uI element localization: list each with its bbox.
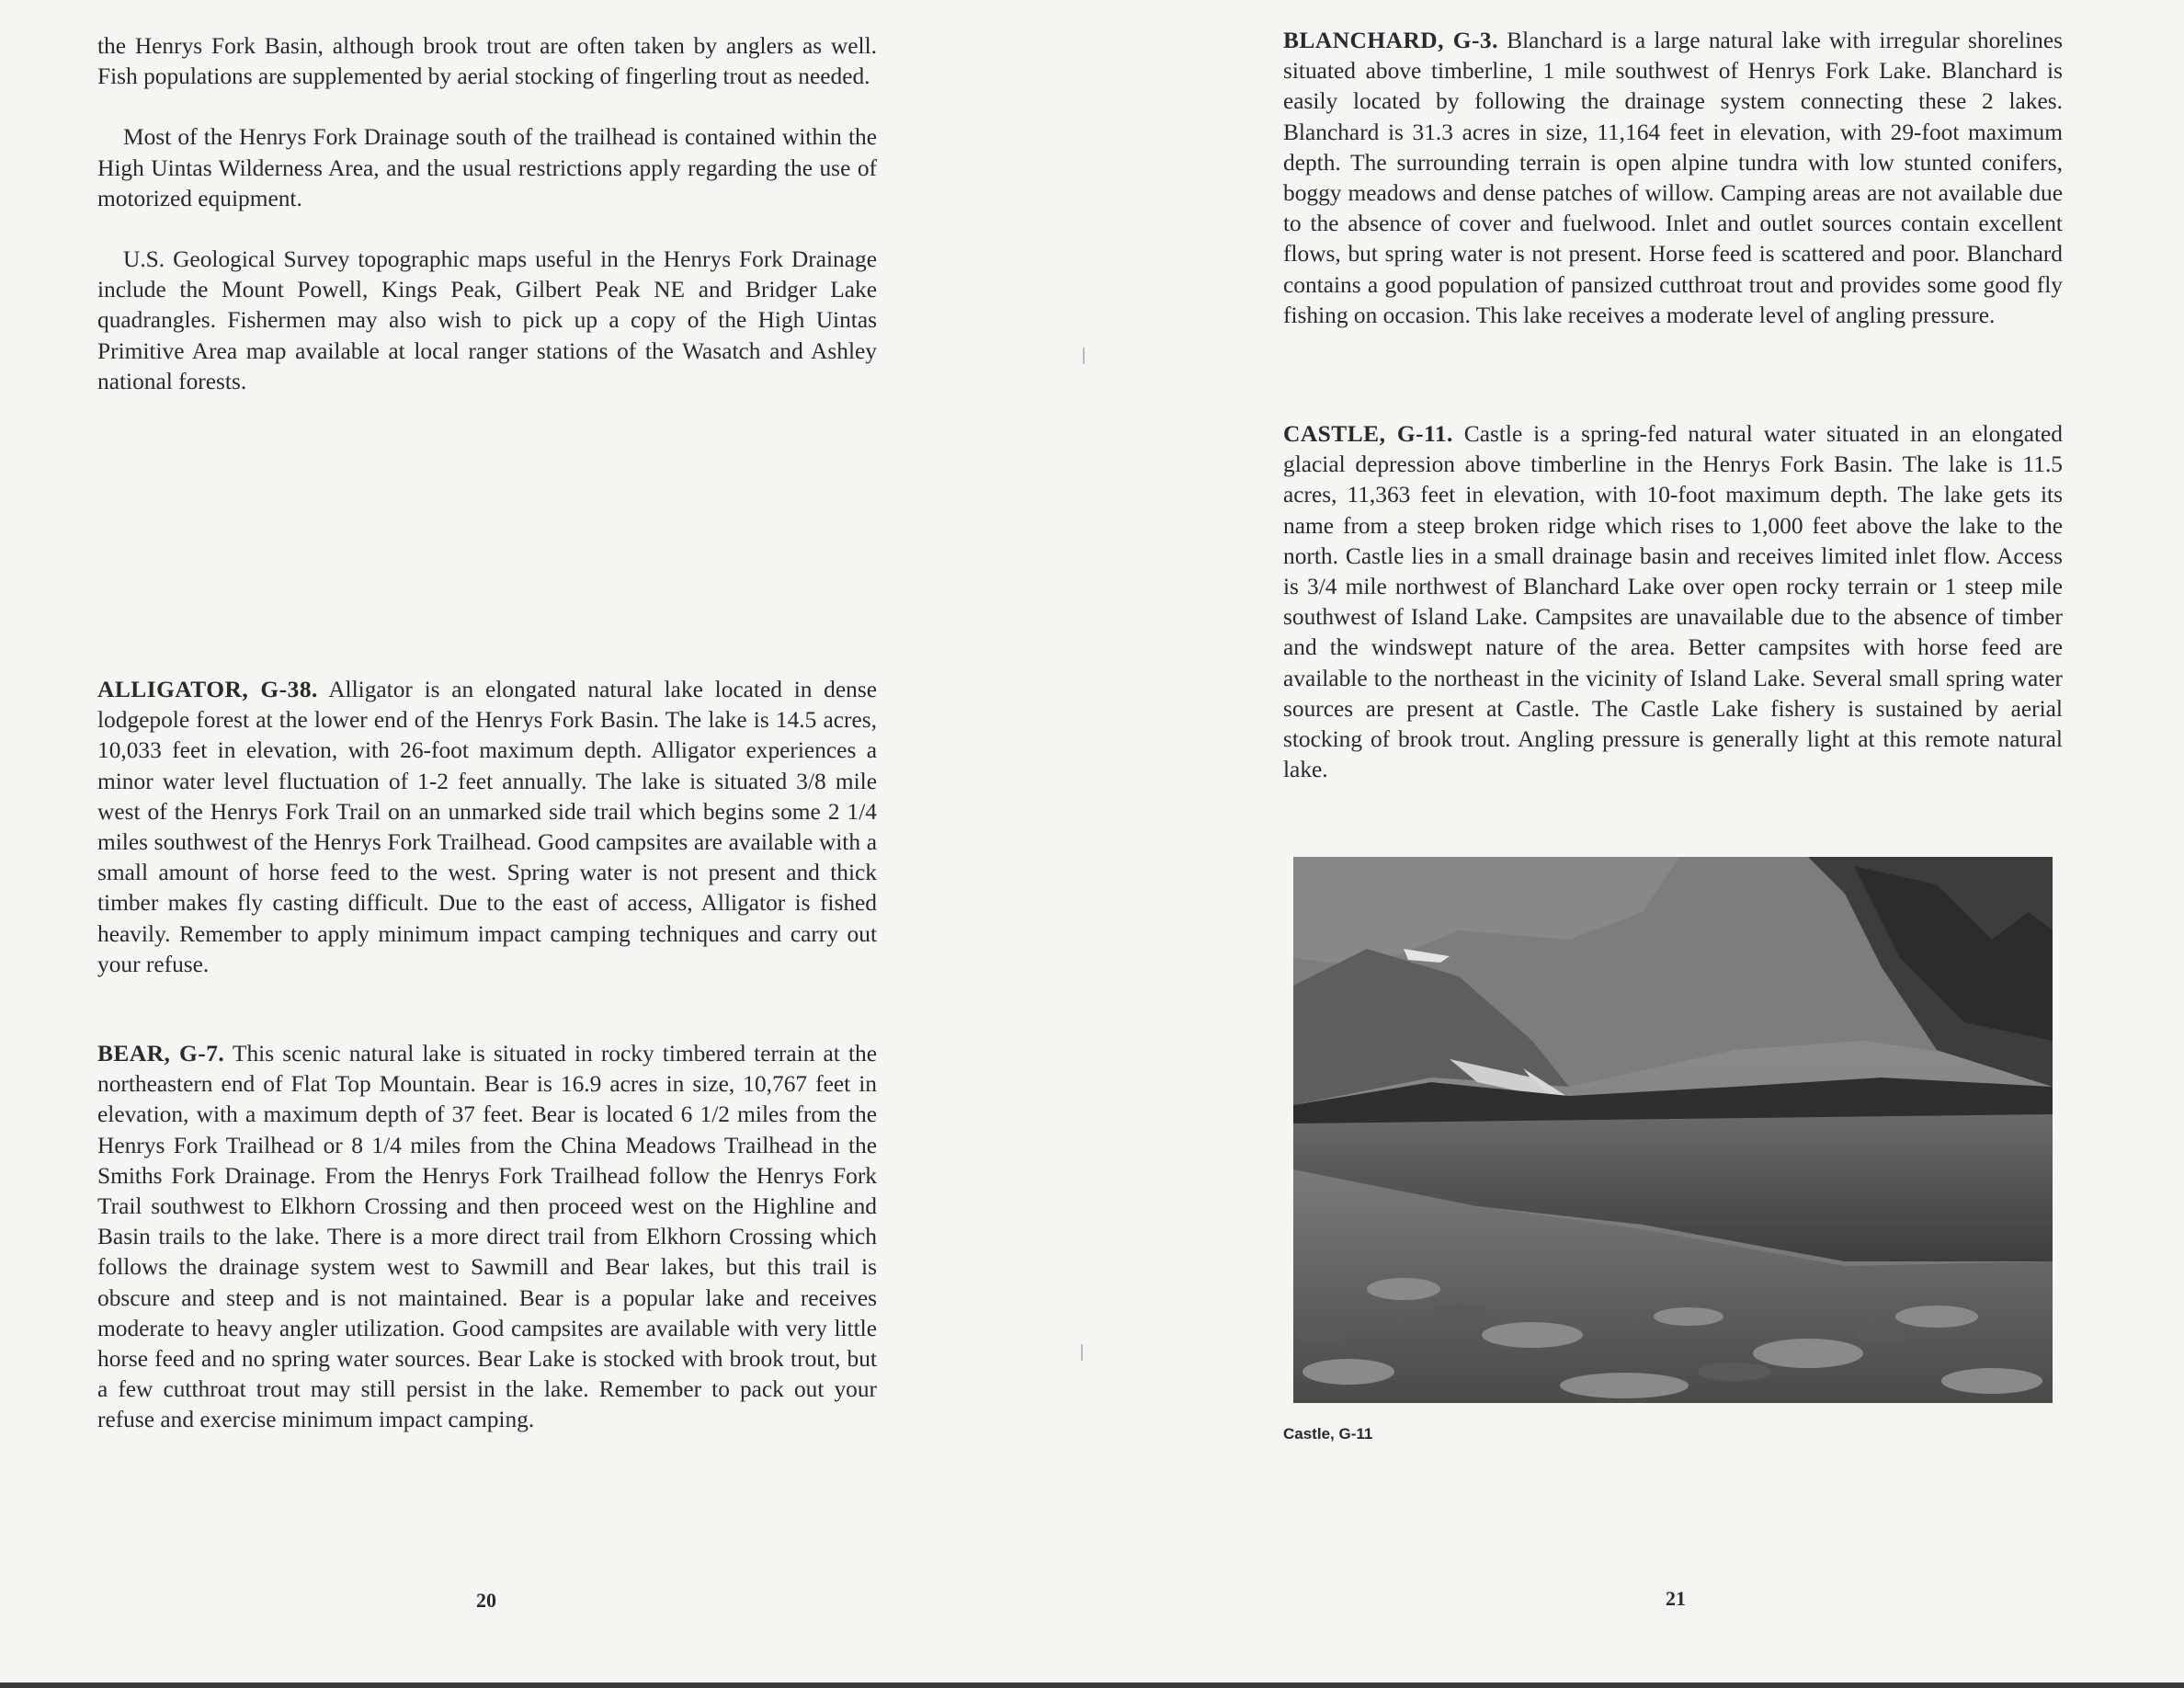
gutter-mark <box>1081 1344 1083 1361</box>
castle-heading: CASTLE, G-11. <box>1283 421 1453 447</box>
bear-text: This scenic natural lake is situated in rocky timbered terrain at the northeastern end of Flat Top Mountain. Bear is 16.9 acres in size, 10,767 feet in elevation, with a maximum depth of 37 feet. Bear is located 6 1/2 miles from the Henrys Fork Trailhead or 8 1/4 miles from the China Meadows Trailhead in the Smiths Fork Drainage. From the Henrys Fork Trailhead follow the Henrys Fork Trail southwest to Elkhorn Crossing and then proceed west on the Highline and Basin trails to the lake. There is a more direct trail from Elkhorn Crossing which follows the drainage system west to Sawmill and Bear lakes, but this trail is obscure and steep and is not maintained. Bear is a popular lake and receives moderate to heavy angler utilization. Good campsites are available with very little horse feed and no spring water sources. Bear Lake is stocked with brook trout, but a few cutthroat trout may still persist in the lake. Remember to pack out your refuse and exercise minimum impact camping. <box>97 1041 877 1433</box>
castle-lake-photo <box>1293 857 2053 1403</box>
gutter-mark <box>1083 348 1085 364</box>
bear-entry <box>97 1039 877 1436</box>
intro-paragraph-3: U.S. Geological Survey topographic maps useful in the Henrys Fork Drainage include the Mount Powell, Kings Peak, Gilbert Peak NE and Bridger Lake quadrangles. Fishermen may also wish to pick up a copy of the High Uintas Primitive Area map available at local ranger stations of the Wasatch and Ashley national forests. <box>97 246 877 394</box>
photo-caption: Castle, G-11 <box>1283 1425 1373 1443</box>
page-number-left: 20 <box>476 1589 496 1612</box>
blanchard-text: Blanchard is a large natural lake with irregular shorelines situated above timberline, 1 mile southwest of Henrys Fork Lake. Blanchard is easily located by following the drainage system connecting these 2 lakes. Blanchard is 31.3 acres in size, 11,164 feet in elevation, with 29-foot maximum depth. The surrounding terrain is open alpine tundra with low stunted conifers, boggy meadows and dense patches of willow. Camping areas are not available due to the absence of cover and fuelwood. Inlet and outlet sources contain excellent flows, but spring water is not present. Horse feed is scattered and poor. Blanchard contains a good population of pansized cutthroat trout and provides some good fly fishing on occasion. This lake receives a moderate level of angling pressure. <box>1283 28 2063 328</box>
blanchard-entry <box>1283 26 2063 331</box>
right-page <box>1092 0 2184 1688</box>
page-bottom-edge <box>0 1682 2184 1688</box>
bear-heading: BEAR, G-7. <box>97 1041 225 1066</box>
page-number-right: 21 <box>1666 1587 1686 1610</box>
castle-text: Castle is a spring-fed natural water situated in an elongated glacial depression above timberline in the Henrys Fork Basin. The lake is 11.5 acres, 11,363 feet in elevation, with 10-foot maximum depth. The lake gets its name from a steep broken ridge which rises to 1,000 feet above the lake to the north. Castle lies in a small drainage basin and receives limited inlet flow. Access is 3/4 mile northwest of Blanchard Lake over open rocky terrain or 1 steep mile southwest of Island Lake. Campsites are unavailable due to the absence of timber and the windswept nature of the area. Better campsites with horse feed are available to the northeast in the vicinity of Island Lake. Several small spring water sources are present at Castle. The Castle Lake fishery is sustained by aerial stocking of brook trout. Angling pressure is generally light at this remote natural lake. <box>1283 421 2063 783</box>
blanchard-heading: BLANCHARD, G-3. <box>1283 28 1498 53</box>
intro-paragraph-2: Most of the Henrys Fork Drainage south of the trailhead is contained within the High Uintas Wilderness Area, and the usual restrictions apply regarding the use of motorized equipment. <box>97 124 877 211</box>
intro-paragraph-1: the Henrys Fork Basin, although brook trout are often taken by anglers as well. Fish populations are supplemented by aerial stocking of fingerling trout as needed. <box>97 33 877 90</box>
alligator-entry <box>97 675 877 980</box>
alligator-heading: ALLIGATOR, G-38. <box>97 677 318 702</box>
intro-section <box>97 31 877 397</box>
alligator-text: Alligator is an elongated natural lake located in dense lodgepole forest at the lower end of the Henrys Fork Basin. The lake is 14.5 acres, 10,033 feet in elevation, with 26-foot maximum depth. Alligator experiences a minor water level fluctuation of 1-2 feet annually. The lake is situated 3/8 mile west of the Henrys Fork Trail on an unmarked side trail which begins some 2 1/4 miles southwest of the Henrys Fork Trailhead. Good campsites are available with a small amount of horse feed to the west. Spring water is not present and thick timber makes fly casting difficult. Due to the east of access, Alligator is fished heavily. Remember to apply minimum impact camping techniques and carry out your refuse. <box>97 677 877 977</box>
castle-entry <box>1283 419 2063 785</box>
